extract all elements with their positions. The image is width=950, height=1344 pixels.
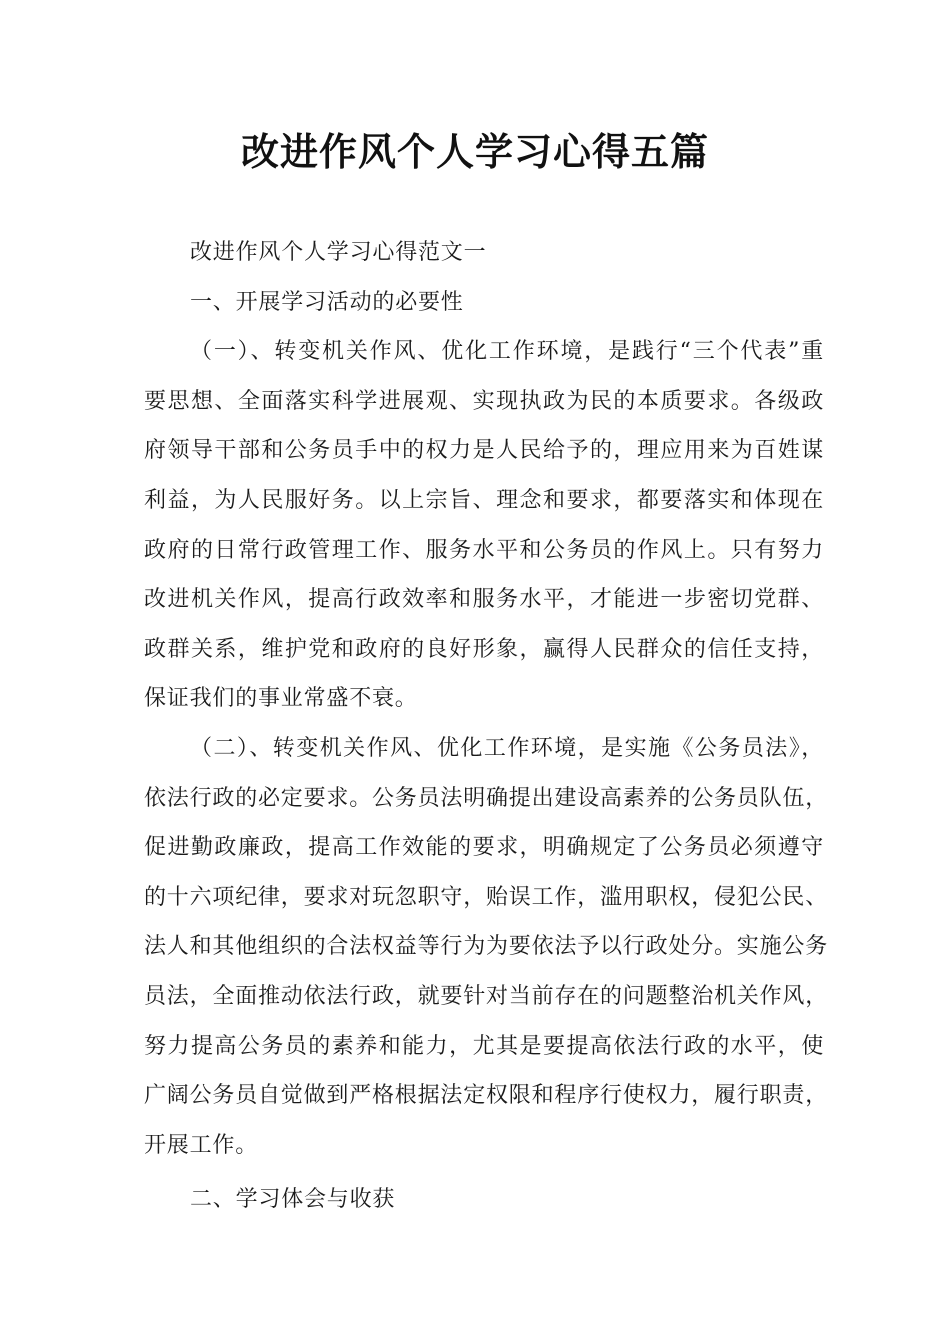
section-heading: 二、学习体会与收获: [190, 1187, 396, 1213]
document-body: [144, 228, 829, 1225]
paragraph-line: 要思想、全面落实科学进展观、实现执政为民的本质要求。各级政: [144, 388, 824, 414]
document-title: 改进作风个人学习心得五篇: [240, 130, 709, 174]
paragraph-line: 政府的日常行政管理工作、服务水平和公务员的作风上。只有努力: [144, 537, 824, 563]
paragraph-line: 广阔公务员自觉做到严格根据法定权限和程序行使权力，履行职责，: [144, 1083, 829, 1109]
paragraph-line: 的十六项纪律，要求对玩忽职守，贻误工作，滥用职权，侵犯公民、: [144, 884, 829, 910]
paragraph-line: 促进勤政廉政，提高工作效能的要求，明确规定了公务员必须遵守: [144, 835, 824, 861]
paragraph-line: 员法，全面推动依法行政，就要针对当前存在的问题整治机关作风，: [144, 983, 829, 1009]
paragraph-line: 开展工作。: [144, 1132, 259, 1158]
paragraph-line: 政群关系，维护党和政府的良好形象，赢得人民群众的信任支持，: [144, 636, 824, 662]
paragraph-line: 府领导干部和公务员手中的权力是人民给予的，理应用来为百姓谋: [144, 438, 824, 464]
paragraph-line: （二）、转变机关作风、优化工作环境，是实施《公务员法》，: [190, 735, 824, 761]
paragraph-1: [144, 327, 824, 724]
subtitle: 改进作风个人学习心得范文一: [190, 240, 487, 265]
paragraph-line: 依法行政的必定要求。公务员法明确提出建设高素养的公务员队伍，: [144, 785, 829, 811]
paragraph-line: 努力提高公务员的素养和能力，尤其是要提高依法行政的水平，使: [144, 1033, 824, 1059]
paragraph-line: 法人和其他组织的合法权益等行为为要依法予以行政处分。实施公务: [144, 934, 829, 960]
paragraph-line: 利益，为人民服好务。以上宗旨、理念和要求，都要落实和体现在: [144, 487, 824, 513]
paragraph-line: 保证我们的事业常盛不衰。: [144, 686, 418, 712]
paragraph-line: 改进机关作风，提高行政效率和服务水平，才能进一步密切党群、: [144, 587, 824, 613]
section-heading: 一、开展学习活动的必要性: [190, 289, 464, 315]
paragraph-line: （一）、转变机关作风、优化工作环境，是践行“三个代表”重: [190, 339, 824, 365]
paragraph-2: [144, 724, 829, 1170]
